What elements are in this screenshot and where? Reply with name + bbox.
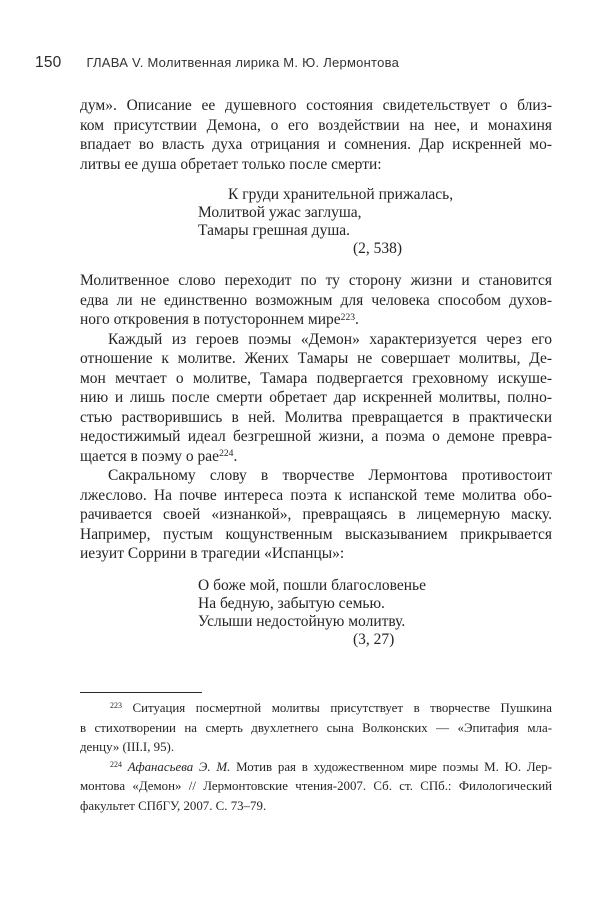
paragraph [80, 330, 552, 467]
text-line: Тамары грешная душа. [198, 222, 351, 239]
text-line: монтова «Демон» // Лермонтовские чтения-2007. Сб. ст. СПб.: Филологический [80, 779, 552, 793]
verse-citation: (2, 538) [353, 240, 403, 257]
text-line: О боже мой, пошли благословенье [198, 576, 427, 594]
text-line: Сакральному слову в творчестве Лермонтова противостоит [108, 467, 552, 484]
text-line: Например, пустым кощунственным высказыванием прикрывается [80, 525, 552, 543]
text-line: лжеслово. На почве интереса поэта к испанской теме молитва обо- [80, 486, 552, 504]
text-line: стью растворившись в ней. Молитва превращается в практически [80, 408, 552, 426]
text-line: ного откровения в потустороннем мире$^{223}$. [80, 311, 359, 328]
paragraph [80, 271, 552, 330]
text-line: в стихотворении на смерть двухлетнего сына Волконских — «Эпитафия мла- [80, 720, 552, 735]
text-line: литвы ее душа обретает только после смерти: [80, 155, 382, 173]
text-line: К груди хранительной прижалась, [228, 186, 454, 203]
text-line: ком присутствии Демона, о его воздействии на нее, и монахиня [80, 116, 552, 134]
verse-quote [198, 577, 552, 649]
footnote-separator [80, 692, 202, 693]
chapter-title: ГЛАВА V. Молитвенная лирика М. Ю. Лермонтова [86, 55, 400, 70]
paragraph [80, 96, 552, 174]
text-line: впадает во власть духа отрицания и сомнения. Дар искренней мо- [80, 136, 552, 153]
text-line: дум». Описание ее душевного состояния свидетельствует о близ- [80, 97, 552, 114]
text-line: Услыши недостойную молитву. [198, 612, 406, 630]
text-line: отношение к молитве. Жених Тамары не совершает молитвы, Де- [80, 350, 552, 367]
text-line: Молитвой ужас заглуша, [198, 204, 362, 221]
footnote [80, 699, 552, 758]
text-line: $^{223}$ Ситуация посмертной молитвы присутствует в творчестве Пушкина [110, 701, 552, 715]
text-line: Молитвенное слово переходит по ту сторону жизни и становится [80, 272, 552, 289]
text-line: иезуит Соррини в трагедии «Испанцы»: [80, 545, 345, 562]
text-line: $^{224}$ Афанасьева Э. М. Мотив рая в художественном мире поэмы М. Ю. Лер- [110, 759, 552, 774]
page-number: 150 [35, 54, 62, 71]
text-line: факультет СПбГУ, 2007. С. 73–79. [80, 798, 267, 813]
text-line: мон мечтает о молитве, Тамара подвергается греховному искуше- [80, 369, 552, 387]
paragraph [80, 466, 552, 564]
verse-lines [198, 577, 552, 631]
text-line: денцу» (III.I, 95). [80, 740, 175, 754]
text-line: рачивается своей «изнанкой», превращаясь в лицемерную маску. [80, 506, 552, 523]
verse-lines [198, 186, 552, 240]
footnotes-area [80, 692, 552, 816]
text-line: щается в поэму о рае$^{224}$. [80, 447, 238, 465]
running-header [35, 54, 575, 72]
footnote [80, 758, 552, 817]
verse-citation: (3, 27) [353, 630, 395, 648]
verse-quote [198, 186, 552, 258]
text-line: нию и лишь после смерти обретает дар искренней молитвы, полно- [80, 389, 552, 406]
text-line: На бедную, забытую семью. [198, 594, 385, 612]
text-line: Каждый из героев поэмы «Демон» характеризуется через его [108, 330, 552, 348]
text-line: недостижимый идеал безгрешной жизни, а поэма о демоне превра- [80, 428, 552, 445]
text-column [80, 96, 552, 649]
text-line: едва ли не единственно возможным для человека способом духов- [80, 291, 552, 309]
